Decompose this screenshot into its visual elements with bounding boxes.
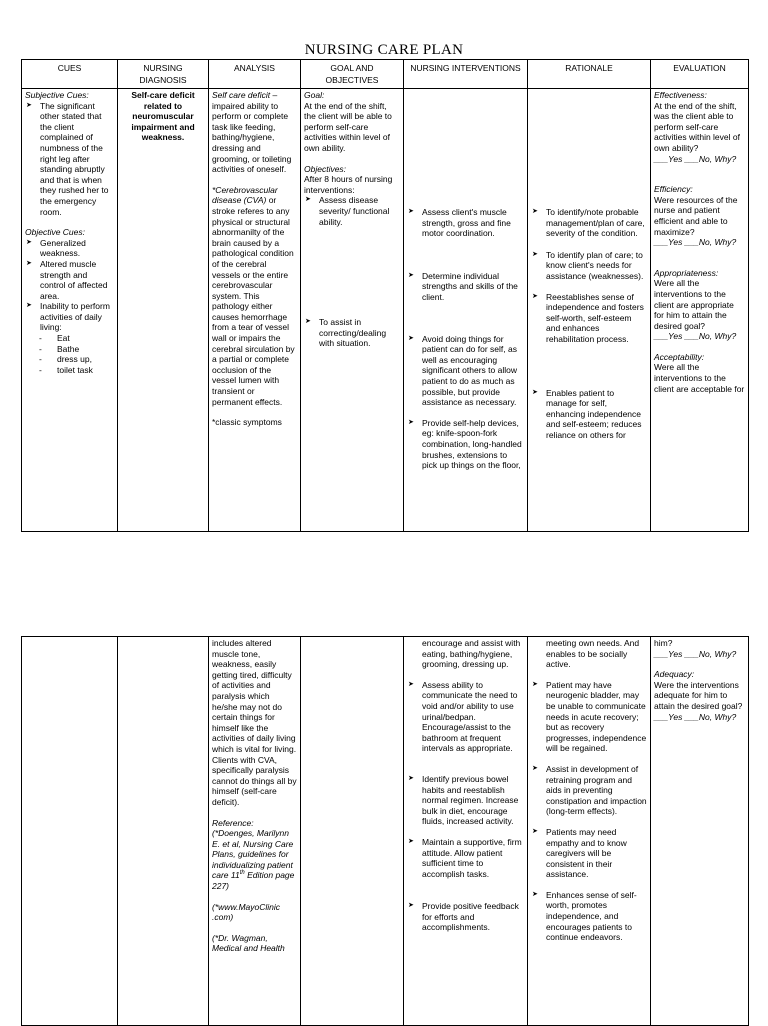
objectives-intro: After 8 hours of nursing interventions: bbox=[304, 174, 393, 195]
rationale-item: ➤ Assist in development of retraining program and aids in preventing constipation and impaction (long-term effects). bbox=[531, 764, 647, 817]
nursing-diagnosis-cell bbox=[118, 89, 209, 532]
reference-doenges: (*Doenges, Marilynn E. et al, Nursing Care Plans, guidelines for individualizing patient care 11th Edition page 227) bbox=[212, 828, 295, 892]
intervention-item: ➤ Provide positive feedback for efforts and accomplishments. bbox=[407, 901, 524, 933]
evaluation-cell bbox=[651, 89, 749, 532]
efficiency-yes-no: ___Yes ___No, Why? bbox=[654, 237, 737, 248]
interventions-cell bbox=[404, 89, 528, 532]
efficiency-label: Efficiency: bbox=[654, 184, 693, 195]
care-plan-table-page-2 bbox=[21, 636, 749, 1026]
effectiveness-yes-no: ___Yes ___No, Why? bbox=[654, 153, 737, 164]
rationale-item: ➤ Patients may need empathy and to know caregivers will be consistent in their assistance. bbox=[531, 827, 647, 880]
rationale-item: ➤ Enhances sense of self-worth, promotes independence, and encourages patients to continue endeavors. bbox=[531, 890, 647, 943]
reference-mayoclinic: (*www.MayoClinic .com) bbox=[212, 901, 281, 923]
acceptability-label: Acceptability: bbox=[654, 351, 705, 362]
list-item: ➤ Altered muscle strength and control of affected area. bbox=[25, 259, 114, 301]
appropriateness-yes-no: ___Yes ___No, Why? bbox=[654, 331, 737, 342]
intervention-item: ➤ Identify previous bowel habits and reestablish normal regimen. Increase bulk in diet, encourage fluids, increased activity. bbox=[407, 774, 524, 827]
nursing-diagnosis-cell bbox=[118, 637, 209, 1026]
acceptability-yes-no: ___Yes ___No, Why? bbox=[654, 648, 737, 659]
evaluation-cell bbox=[651, 637, 749, 1026]
objectives-label: Objectives: bbox=[304, 163, 347, 174]
list-item: ➤ Generalized weakness. bbox=[25, 238, 114, 259]
adequacy-label: Adequacy: bbox=[654, 669, 695, 680]
interventions-cell bbox=[404, 637, 528, 1026]
classic-symptoms: *classic symptoms bbox=[212, 417, 282, 428]
efficiency-text: Were resources of the nurse and patient efficient and able to maximize? bbox=[654, 194, 738, 237]
page-title: NURSING CARE PLAN bbox=[304, 42, 464, 58]
objective-item: ➤ Assess disease severity/ functional ability. bbox=[304, 195, 400, 227]
analysis-cell bbox=[209, 637, 301, 1026]
header-analysis: ANALYSIS bbox=[209, 60, 301, 89]
intervention-item: ➤ Assess client's muscle strength, gross and fine motor coordination. bbox=[407, 207, 524, 239]
list-item: - toilet task bbox=[39, 365, 114, 376]
care-plan-table-page-1 bbox=[21, 59, 749, 532]
header-evaluation: EVALUATION bbox=[651, 60, 749, 89]
rationale-item: ➤ Patient may have neurogenic bladder, may be unable to communicate needs in acute recovery; but as recovery progresses, independence will be regained. bbox=[531, 680, 647, 754]
intervention-item: ➤ Determine individual strengths and skills of the client. bbox=[407, 271, 524, 303]
objective-cues-heading: Objective Cues: bbox=[25, 227, 85, 238]
adequacy-yes-no: ___Yes ___No, Why? bbox=[654, 711, 737, 722]
acceptability-text: Were all the interventions to the client are acceptable for bbox=[654, 362, 745, 394]
analysis-cell bbox=[209, 89, 301, 532]
header-goal-objectives: GOAL AND OBJECTIVES bbox=[301, 60, 404, 89]
evaluation-continued: him? bbox=[654, 638, 673, 648]
goal-text: At the end of the shift, the client will be able to perform self-care activities within level of own ability. bbox=[304, 100, 392, 153]
nursing-diagnosis-text: Self-care deficit related to neuromuscular impairment and weakness. bbox=[131, 90, 195, 143]
list-item: ➤ The significant other stated that the client complained of numbness of the right leg after standing abruptly and that is when they rushed her to the emergency room. bbox=[25, 101, 114, 218]
list-item: - dress up, bbox=[39, 354, 114, 365]
objective-item: ➤ To assist in correcting/dealing with situation. bbox=[304, 317, 400, 349]
list-item: ➤ Inability to perform activities of daily living: bbox=[25, 301, 114, 333]
intervention-item: ➤ Provide self-help devices, eg: knife-spoon-fork combination, long-handled brushes, extensions to pick up things on the floor, bbox=[407, 418, 524, 471]
table-row bbox=[22, 89, 749, 532]
analysis-term: Self care deficit bbox=[212, 90, 271, 100]
cues-cell bbox=[22, 89, 118, 532]
analysis-definition: – impaired ability to perform or complete task like feeding, bathing/hygiene, dressing and grooming, or toileting activities of oneself. bbox=[212, 90, 292, 175]
header-nursing-diagnosis: NURSING DIAGNOSIS bbox=[118, 60, 209, 89]
goal-label: Goal: bbox=[304, 90, 325, 100]
rationale-cell bbox=[528, 637, 651, 1026]
rationale-item: ➤ Enables patient to manage for self, enhancing independence and self-esteem; reduces reliance on others for bbox=[531, 388, 647, 441]
rationale-cell bbox=[528, 89, 651, 532]
list-item: - Bathe bbox=[39, 344, 114, 355]
intervention-item: ➤ Avoid doing things for patient can do for self, as well as encouraging significant others to allow patient to do as much as possible, but provide assistance as necessary. bbox=[407, 334, 524, 408]
intervention-item: ➤ Maintain a supportive, firm attitude. Allow patient sufficient time to accomplish tasks. bbox=[407, 837, 524, 879]
adequacy-text: Were the interventions adequate for him to attain the desired goal? bbox=[654, 679, 743, 711]
appropriateness-text: Were all the interventions to the client are appropriate for him to attain the desired goal? bbox=[654, 278, 734, 331]
rationale-item: ➤ To identify/note probable management/plan of care, severity of the condition. bbox=[531, 207, 647, 239]
appropriateness-label: Appropriateness: bbox=[654, 267, 719, 278]
subjective-cues-heading: Subjective Cues: bbox=[25, 90, 89, 100]
cva-term: *Cerebrovascular disease (CVA) bbox=[212, 184, 278, 206]
header-nursing-interventions: NURSING INTERVENTIONS bbox=[404, 60, 528, 89]
effectiveness-label: Effectiveness: bbox=[654, 90, 707, 100]
header-row bbox=[22, 60, 749, 89]
intervention-continued: encourage and assist with eating, bathing/hygiene, grooming, dressing up. bbox=[422, 638, 521, 670]
goal-cell bbox=[301, 89, 404, 532]
table-row bbox=[22, 637, 749, 1026]
goal-cell bbox=[301, 637, 404, 1026]
cva-text: or stroke referes to any physical or structural abnormanilty of the brain caused by a pathological condition of the cerebral vessels or the entire cerebrovascular system. This pathology either causes hemorrhage from a tear of vessel wall or impairs the cerebral sirculation by a partial or complete occlusion of the vessel lumen with transient or permanent effects. bbox=[212, 195, 295, 407]
header-rationale: RATIONALE bbox=[528, 60, 651, 89]
rationale-item: ➤ Reestablishes sense of independence and fosters self-worth, self-esteem and enhances rehabilitation process. bbox=[531, 292, 647, 345]
reference-wagman: (*Dr. Wagman, Medical and Health bbox=[212, 932, 285, 954]
cues-cell bbox=[22, 637, 118, 1026]
list-item: - Eat bbox=[39, 333, 114, 344]
analysis-continued-text: includes altered muscle tone, weakness, easily getting tired, difficulty of activities and paralysis which he/she may not do certain things for himself like the activities of daily living which is vital for living. Clients with CVA, specifically paralysis cannot do things all by himself (self-care deficit). bbox=[212, 638, 297, 807]
rationale-item: ➤ To identify plan of care; to know client's needs for assistance (weaknesses). bbox=[531, 250, 647, 282]
reference-label: Reference: bbox=[212, 817, 254, 828]
header-cues: CUES bbox=[22, 60, 118, 89]
rationale-continued: meeting own needs. And enables to be socially active. bbox=[546, 638, 640, 670]
intervention-item: ➤ Assess ability to communicate the need to void and/or ability to use urinal/bedpan. Encourage/assist to the bathroom at frequent intervals as appropriate. bbox=[407, 680, 524, 754]
effectiveness-text: At the end of the shift, was the client able to perform self-care activities within level of own ability? bbox=[654, 100, 740, 153]
